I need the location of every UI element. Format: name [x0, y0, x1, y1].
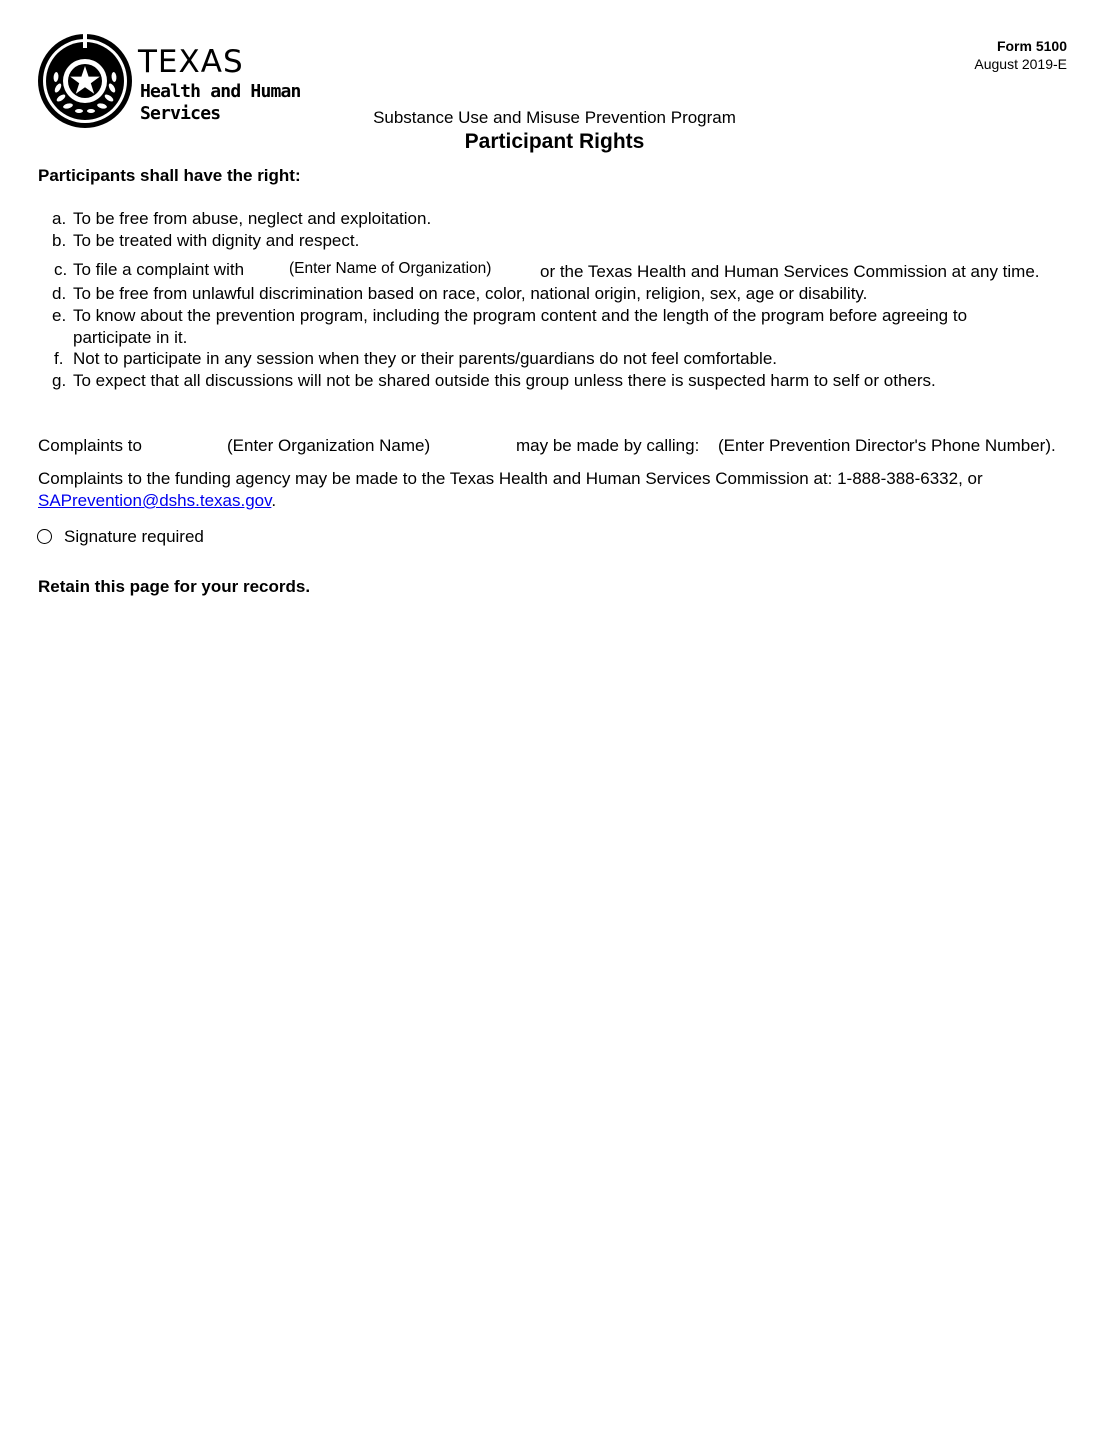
email-suffix: .: [271, 491, 277, 510]
signature-label: Signature required: [64, 527, 204, 546]
complaints-prefix: Complaints to: [38, 436, 142, 455]
right-letter: e.: [52, 306, 67, 325]
retain-notice: Retain this page for your records.: [38, 577, 311, 596]
program-name: Substance Use and Misuse Prevention Program: [373, 108, 736, 127]
page-title: Participant Rights: [464, 130, 645, 153]
organization-name-field[interactable]: (Enter Name of Organization): [289, 260, 492, 277]
form-date: August 2019-E: [974, 56, 1067, 72]
funding-email-line: [38, 490, 276, 512]
rights-intro: Participants shall have the right:: [38, 166, 301, 185]
right-text: Not to participate in any session when they or their parents/guardians do not feel comfortable.: [73, 349, 778, 368]
director-phone-input[interactable]: (Enter Prevention Director's Phone Number).: [718, 436, 1056, 455]
right-letter: b.: [52, 231, 67, 250]
right-letter: g.: [52, 371, 67, 390]
organization-name-input[interactable]: (Enter Organization Name): [227, 436, 431, 455]
complaints-middle: may be made by calling:: [516, 436, 700, 455]
right-text-continued: or the Texas Health and Human Services Commission at any time.: [540, 262, 1040, 281]
email-link[interactable]: SAPrevention@dshs.texas.gov: [38, 491, 272, 510]
form-number: Form 5100: [996, 38, 1067, 54]
right-letter: a.: [52, 209, 67, 228]
right-letter: d.: [52, 284, 67, 303]
right-letter: c.: [54, 260, 68, 279]
right-text-line2: participate in it.: [73, 328, 188, 347]
right-text: To be treated with dignity and respect.: [73, 231, 360, 250]
funding-agency-text: Complaints to the funding agency may be made to the Texas Health and Human Services Commission at: 1-888-388-6332, or: [38, 469, 983, 488]
right-text: To file a complaint with: [73, 260, 245, 279]
signature-radio[interactable]: [37, 529, 52, 544]
right-text: To be free from unlawful discrimination based on race, color, national origin, religion, sex, age or disability.: [73, 284, 868, 303]
logo-wordmark: TEXAS: [138, 44, 244, 80]
logo-subtitle-line1: Health and Human: [140, 81, 301, 102]
right-text: To expect that all discussions will not be shared outside this group unless there is suspected harm to self or others.: [73, 371, 936, 390]
logo-subtitle-line2: Services: [140, 103, 221, 124]
right-text: To be free from abuse, neglect and exploitation.: [73, 209, 432, 228]
right-text: To know about the prevention program, including the program content and the length of the program before agreeing to: [73, 306, 968, 325]
right-letter: f.: [54, 349, 64, 368]
